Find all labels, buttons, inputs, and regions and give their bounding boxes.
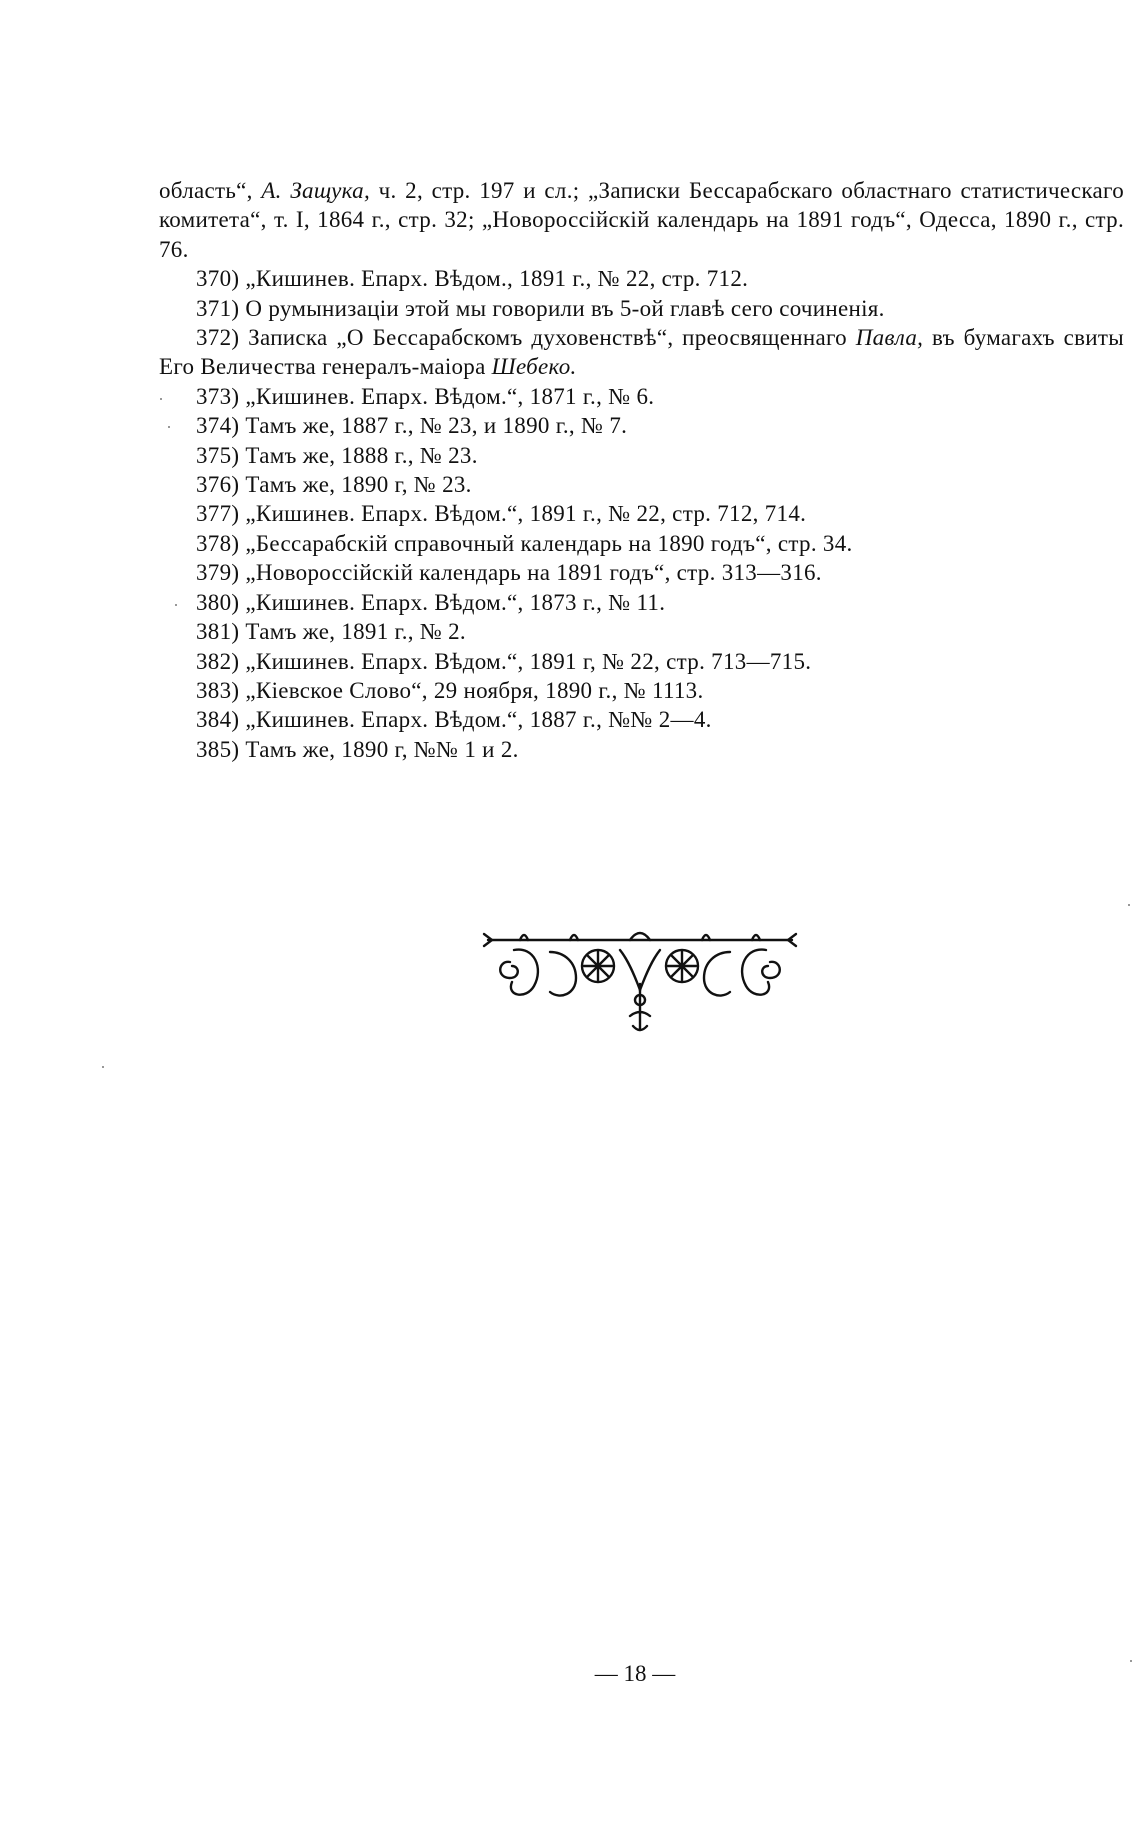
footnote-number: 371) bbox=[196, 295, 240, 321]
footnote-text: „Кишинев. Епарх. Вѣдом.“, 1891 г, № 22, стр. 713—715. bbox=[245, 648, 812, 674]
footnote bbox=[159, 294, 1124, 323]
footnote bbox=[159, 411, 1124, 440]
author-name: А. Защука, bbox=[261, 178, 371, 203]
footnote bbox=[159, 441, 1124, 470]
footnote-number: 377) bbox=[196, 501, 240, 527]
footnote bbox=[159, 470, 1124, 499]
footnote-number: 378) bbox=[196, 530, 240, 556]
scan-speck bbox=[175, 604, 177, 606]
footnotes bbox=[159, 176, 1124, 764]
footnote-number: 382) bbox=[196, 648, 240, 674]
scan-speck bbox=[102, 1066, 104, 1068]
person-name: Павла, bbox=[855, 325, 924, 351]
footnote-text: Тамъ же, 1891 г., № 2. bbox=[245, 619, 466, 645]
footnote-text: „Кіевское Слово“, 29 ноября, 1890 г., № 1113. bbox=[245, 677, 704, 703]
footnote-number: 375) bbox=[196, 442, 240, 468]
footnote-text: въ бумагахъ свиты Его Величества генералъ-маіора bbox=[159, 325, 1124, 380]
footnote bbox=[159, 558, 1124, 587]
footnote bbox=[159, 323, 1124, 382]
footnote-text: Тамъ же, 1890 г, №№ 1 и 2. bbox=[245, 736, 519, 762]
fleuron-ornament-icon bbox=[480, 922, 800, 1042]
footnote-text: „Бессарабскій справочный календарь на 1890 годъ“, стр. 34. bbox=[245, 530, 853, 556]
scan-speck bbox=[1128, 904, 1130, 906]
scan-speck bbox=[168, 426, 170, 428]
footnote-text: Тамъ же, 1890 г, № 23. bbox=[245, 472, 472, 498]
footnote-number: 374) bbox=[196, 413, 240, 439]
footnote-text: „Кишинев. Епарх. Вѣдом.“, 1887 г., №№ 2—4. bbox=[245, 707, 712, 733]
footnote bbox=[159, 529, 1124, 558]
footnote-text: Записка „О Бессарабскомъ духовенствѣ“, преосвященнаго bbox=[248, 325, 856, 351]
footnote bbox=[159, 617, 1124, 646]
footnote-text: „Кишинев. Епарх. Вѣдом.“, 1891 г., № 22, стр. 712, 714. bbox=[245, 501, 807, 527]
footnote bbox=[159, 264, 1124, 293]
footnote-continuation bbox=[159, 176, 1124, 264]
page-number: — 18 — bbox=[594, 1661, 676, 1686]
footnote-number: 372) bbox=[196, 325, 240, 351]
continuation-prefix: область“, bbox=[159, 178, 262, 203]
footnote bbox=[159, 705, 1124, 734]
footnote-text: „Кишинев. Епарх. Вѣдом.“, 1873 г., № 11. bbox=[245, 589, 666, 615]
footnote-number: 379) bbox=[196, 560, 240, 586]
footnote-text: О румынизаціи этой мы говорили въ 5-ой главѣ сего сочиненія. bbox=[245, 295, 885, 321]
footnote-number: 385) bbox=[196, 736, 240, 762]
footnote-number: 384) bbox=[196, 707, 240, 733]
footnote-text: „Новороссійскій календарь на 1891 годъ“, стр. 313—316. bbox=[245, 560, 822, 586]
footnote-text: Тамъ же, 1888 г., № 23. bbox=[245, 442, 478, 468]
person-name: Шебеко. bbox=[491, 354, 577, 380]
footnote-number: 383) bbox=[196, 677, 240, 703]
footnote-number: 381) bbox=[196, 619, 240, 645]
footnote bbox=[159, 382, 1124, 411]
scan-speck bbox=[160, 398, 162, 400]
footnote-number: 380) bbox=[196, 589, 240, 615]
footnote bbox=[159, 499, 1124, 528]
continuation-text: ч. 2, стр. 197 и сл.; „Записки Бессарабскаго областнаго статистическаго комитета“, т. I, 1864 г., стр. 32; „Новороссійскій календарь на 1891 годъ“, Одесса, 1890 г., стр. 76. bbox=[159, 178, 1124, 262]
footnote bbox=[159, 647, 1124, 676]
scan-speck bbox=[1130, 1660, 1132, 1662]
footnote-number: 370) bbox=[196, 266, 240, 292]
footnote bbox=[159, 676, 1124, 705]
footnote-number: 376) bbox=[196, 472, 240, 498]
footnote bbox=[159, 588, 1124, 617]
footnote-text: „Кишинев. Епарх. Вѣдом.“, 1871 г., № 6. bbox=[245, 383, 655, 409]
footnote-text: „Кишинев. Епарх. Вѣдом., 1891 г., № 22, стр. 712. bbox=[245, 266, 749, 292]
footnote-number: 373) bbox=[196, 383, 240, 409]
footnote bbox=[159, 735, 1124, 764]
footnote-text: Тамъ же, 1887 г., № 23, и 1890 г., № 7. bbox=[245, 413, 628, 439]
